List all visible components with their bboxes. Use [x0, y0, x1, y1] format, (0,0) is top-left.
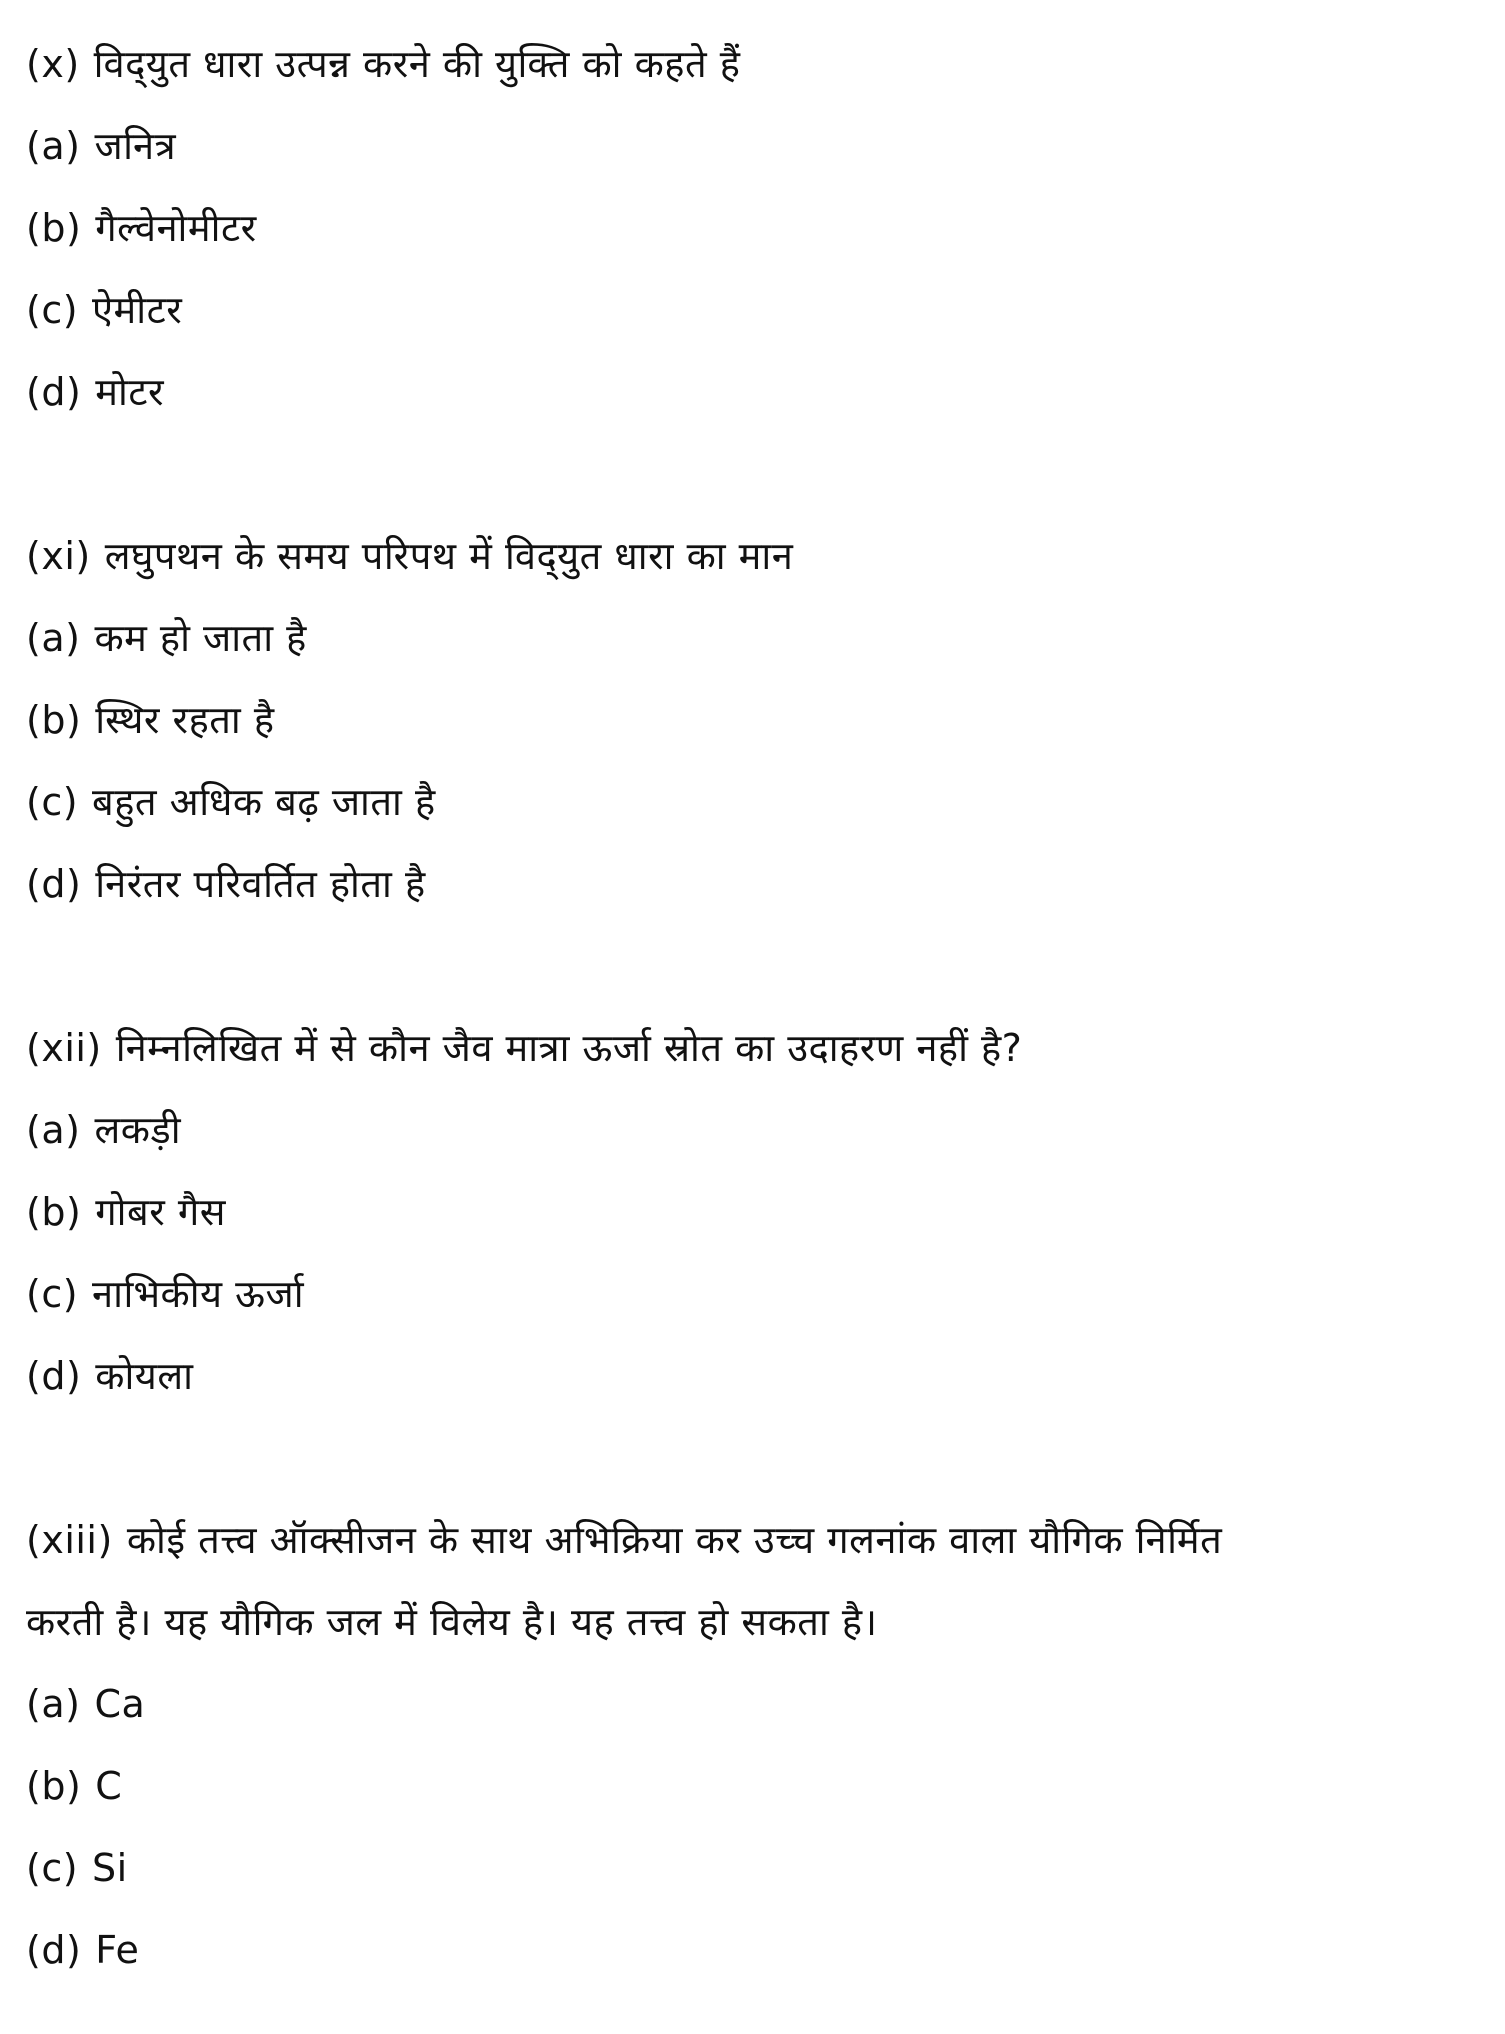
option-label: (a) — [26, 1108, 81, 1152]
option-text: Fe — [95, 1928, 140, 1972]
option-label: (c) — [26, 1272, 79, 1316]
option-label: (b) — [26, 206, 82, 250]
option-label: (a) — [26, 1682, 81, 1726]
option-d — [26, 1348, 1466, 1404]
option-label: (d) — [26, 862, 82, 906]
question-text: लघुपथन के समय परिपथ में विद्‌युत धारा का मान — [104, 534, 794, 578]
option-label: (d) — [26, 1928, 82, 1972]
option-text: Ca — [94, 1682, 146, 1726]
option-text: ऐमीटर — [92, 288, 183, 332]
option-text: Si — [92, 1846, 128, 1890]
option-b — [26, 692, 1466, 748]
option-d — [26, 856, 1466, 912]
option-c — [26, 774, 1466, 830]
question-13-continued — [26, 1594, 1466, 1650]
option-label: (c) — [26, 288, 79, 332]
option-text: C — [95, 1764, 123, 1808]
option-b — [26, 1758, 1466, 1814]
option-text: निरंतर परिवर्तित होता है — [95, 862, 426, 906]
option-text: कोयला — [95, 1354, 194, 1398]
option-label: (c) — [26, 1846, 79, 1890]
option-label: (b) — [26, 1190, 82, 1234]
option-a — [26, 610, 1466, 666]
option-text: गोबर गैस — [95, 1190, 226, 1234]
option-label: (a) — [26, 124, 81, 168]
option-a — [26, 118, 1466, 174]
option-label: (b) — [26, 698, 82, 742]
option-b — [26, 1184, 1466, 1240]
option-label: (d) — [26, 1354, 82, 1398]
option-text: बहुत अधिक बढ़ जाता है — [92, 780, 436, 824]
question-number: (x) — [26, 42, 80, 86]
question-text: निम्नलिखित में से कौन जैव मात्रा ऊर्जा स्रोत का उदाहरण नहीं है? — [115, 1026, 1023, 1070]
question-text: विद्‌युत धारा उत्पन्न करने की युक्ति को कहते हैं — [93, 42, 741, 86]
question-10 — [26, 36, 1466, 92]
option-label: (a) — [26, 616, 81, 660]
option-text: जनित्र — [94, 124, 177, 168]
question-12 — [26, 1020, 1466, 1076]
question-11 — [26, 528, 1466, 584]
option-label: (d) — [26, 370, 82, 414]
question-number: (xii) — [26, 1026, 102, 1070]
question-number: (xi) — [26, 534, 91, 578]
option-d — [26, 1922, 1466, 1978]
question-text-continued: करती है। यह यौगिक जल में विलेय है। यह तत्त्व हो सकता है। — [26, 1600, 878, 1644]
option-text: स्थिर रहता है — [95, 698, 275, 742]
option-text: लकड़ी — [94, 1108, 182, 1152]
question-text: कोई तत्त्व ऑक्सीजन के साथ अभिक्रिया कर उच्च गलनांक वाला यौगिक निर्मित — [126, 1518, 1223, 1562]
option-text: कम हो जाता है — [94, 616, 307, 660]
option-c — [26, 282, 1466, 338]
option-b — [26, 200, 1466, 256]
option-c — [26, 1840, 1466, 1896]
option-a — [26, 1102, 1466, 1158]
option-text: नाभिकीय ऊर्जा — [92, 1272, 305, 1316]
option-d — [26, 364, 1466, 420]
option-text: मोटर — [95, 370, 165, 414]
option-label: (b) — [26, 1764, 82, 1808]
option-c — [26, 1266, 1466, 1322]
question-13 — [26, 1512, 1466, 1568]
option-text: गैल्वेनोमीटर — [95, 206, 257, 250]
question-number: (xiii) — [26, 1518, 113, 1562]
option-label: (c) — [26, 780, 79, 824]
option-a — [26, 1676, 1466, 1732]
